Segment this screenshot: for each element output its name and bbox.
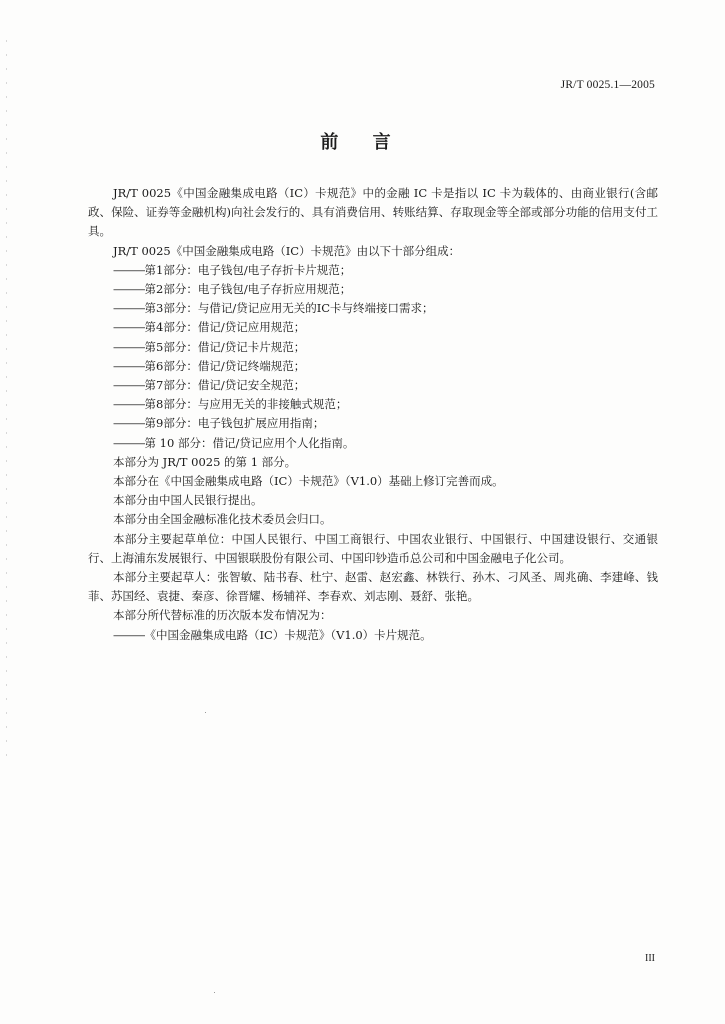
part-item: ———第6部分：借记/贷记终端规范； [113,358,306,373]
part-item: ———第 10 部分：借记/贷记应用个人化指南。 [113,435,355,450]
page-number: III [645,953,655,964]
part-item: ———第8部分：与应用无关的非接触式规范； [113,397,348,412]
history-item: ———《中国金融集成电路（IC）卡规范》（V1.0）卡片规范。 [113,627,432,642]
composition-intro: JR/T 0025《中国金融集成电路（IC）卡规范》由以下十部分组成： [113,243,461,258]
page-title: 前 言 [320,132,405,153]
foreword-body [88,184,658,645]
standard-code-header: JR/T 0025.1—2005 [560,79,655,91]
parts-list [88,261,658,453]
statement-line: 本部分在《中国金融集成电路（IC）卡规范》（V1.0）基础上修订完善而成。 [113,474,504,489]
statement-line: 本部分由全国金融标准化技术委员会归口。 [113,512,332,527]
part-item: ———第9部分：电子钱包扩展应用指南； [113,416,325,431]
part-item: ———第4部分：借记/贷记应用规范； [113,320,306,335]
statement-line: 本部分由中国人民银行提出。 [113,493,263,508]
drafting-units-paragraph: 本部分主要起草单位：中国人民银行、中国工商银行、中国农业银行、中国银行、中国建设银行、交通银行、上海浦东发展银行、中国银联股份有限公司、中国印钞造币总公司和中国金融电子化公司。 [88,531,658,565]
drafters-paragraph: 本部分主要起草人：张智敏、陆书春、杜宁、赵雷、赵宏鑫、林铁行、孙木、刁风圣、周兆确、李建峰、钱菲、苏国经、袁捷、秦彦、徐晋耀、杨辅祥、李春欢、刘志刚、聂舒、张艳。 [88,570,658,604]
part-item: ———第1部分：电子钱包/电子存折卡片规范； [113,262,352,277]
part-item: ———第7部分：借记/贷记安全规范； [113,378,306,393]
part-item: ———第3部分：与借记/贷记应用无关的IC卡与终端接口需求； [113,301,434,316]
scan-speck [205,712,206,713]
part-item: ———第2部分：电子钱包/电子存折应用规范； [113,282,352,297]
history-intro: 本部分所代替标准的历次版本发布情况为： [113,608,332,623]
intro-paragraph: JR/T 0025《中国金融集成电路（IC）卡规范》中的金融 IC 卡是指以 IC 卡为载体的、由商业银行(含邮政、保险、证券等金融机构)向社会发行的、具有消费信用、转账结算、存取现金等全部或部分功能的信用支付工具。 [88,186,658,239]
part-item: ———第5部分：借记/贷记卡片规范； [113,339,306,354]
statement-line: 本部分为 JR/T 0025 的第 1 部分。 [113,454,297,469]
scan-speck [214,992,215,993]
